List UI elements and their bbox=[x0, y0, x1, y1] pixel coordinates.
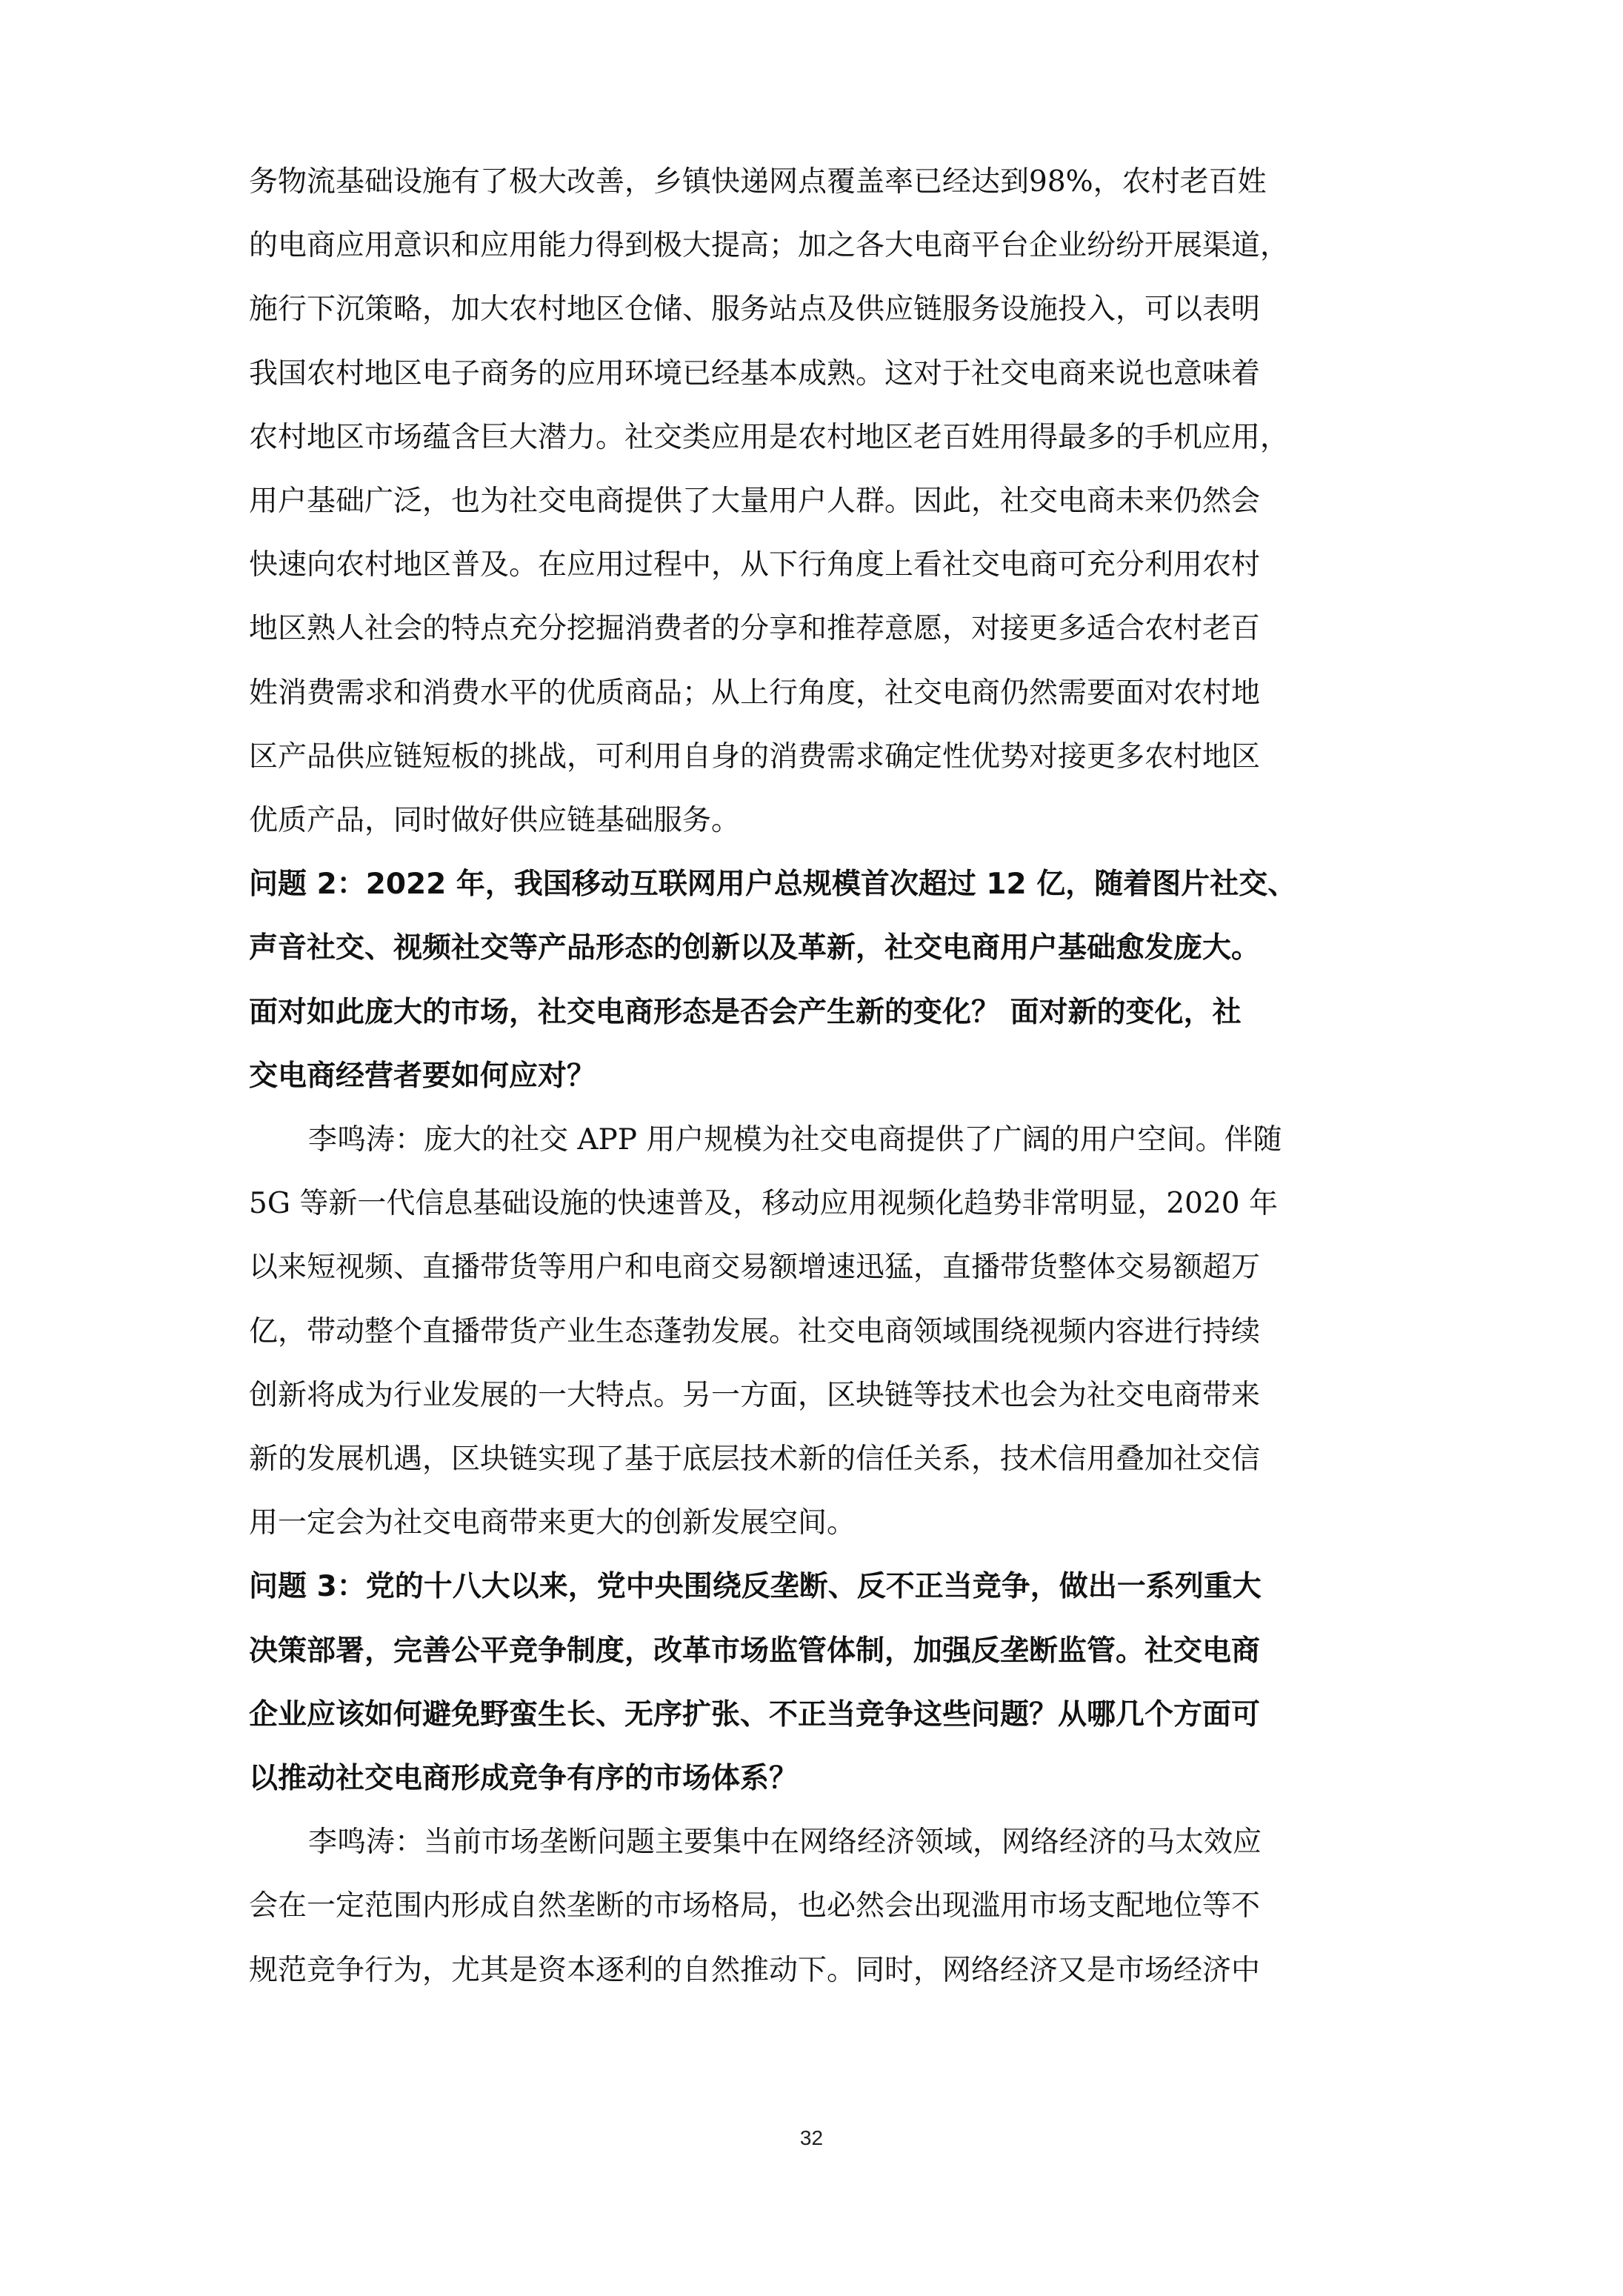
body-text-line: 会在一定范围内形成自然垄断的市场格局，也必然会出现滥用市场支配地位等不 bbox=[249, 1889, 1261, 1923]
body-text-line: 快速向农村地区普及。在应用过程中，从下行角度上看社交电商可充分利用农村 bbox=[249, 548, 1261, 582]
question-line: 声音社交、视频社交等产品形态的创新以及革新，社交电商用户基础愈发庞大。 bbox=[249, 931, 1261, 965]
body-text-line: 务物流基础设施有了极大改善，乡镇快递网点覆盖率已经达到98%，农村老百姓 bbox=[249, 165, 1267, 199]
question-line: 交电商经营者要如何应对？ bbox=[249, 1059, 596, 1093]
body-text-line: 创新将成为行业发展的一大特点。另一方面，区块链等技术也会为社交电商带来 bbox=[249, 1378, 1261, 1412]
body-text-line: 以来短视频、直播带货等用户和电商交易额增速迅猛，直播带货整体交易额超万 bbox=[249, 1251, 1261, 1285]
body-text-line: 李鸣涛：当前市场垄断问题主要集中在网络经济领域，网络经济的马太效应 bbox=[308, 1826, 1262, 1860]
body-text-line: 地区熟人社会的特点充分挖掘消费者的分享和推荐意愿，对接更多适合农村老百 bbox=[249, 612, 1261, 646]
body-text-line: 优质产品，同时做好供应链基础服务。 bbox=[249, 804, 741, 837]
body-text-line: 农村地区市场蕴含巨大潜力。社交类应用是农村地区老百姓用得最多的手机应用， bbox=[249, 420, 1290, 454]
body-text-line: 区产品供应链短板的挑战，可利用自身的消费需求确定性优势对接更多农村地区 bbox=[249, 739, 1261, 773]
question-line: 决策部署，完善公平竞争制度，改革市场监管体制，加强反垄断监管。社交电商 bbox=[249, 1634, 1261, 1668]
question-line: 问题 2：2022 年，我国移动互联网用户总规模首次超过 12 亿，随着图片社交、 bbox=[249, 868, 1297, 902]
body-text-line: 用一定会为社交电商带来更大的创新发展空间。 bbox=[249, 1506, 856, 1540]
body-text-line: 用户基础广泛，也为社交电商提供了大量用户人群。因此，社交电商未来仍然会 bbox=[249, 485, 1261, 518]
body-text-line: 李鸣涛：庞大的社交 APP 用户规模为社交电商提供了广阔的用户空间。伴随 bbox=[308, 1123, 1282, 1157]
body-text-line: 亿，带动整个直播带货产业生态蓬勃发展。社交电商领域围绕视频内容进行持续 bbox=[249, 1314, 1261, 1348]
question-line: 面对如此庞大的市场，社交电商形态是否会产生新的变化？ 面对新的变化，社 bbox=[249, 995, 1242, 1029]
body-text-line: 施行下沉策略，加大农村地区仓储、服务站点及供应链服务设施投入，可以表明 bbox=[249, 293, 1261, 327]
question-line: 以推动社交电商形成竞争有序的市场体系？ bbox=[249, 1762, 799, 1795]
page-number: 32 bbox=[799, 2126, 824, 2149]
body-text-line: 新的发展机遇，区块链实现了基于底层技术新的信任关系，技术信用叠加社交信 bbox=[249, 1443, 1261, 1476]
question-line: 企业应该如何避免野蛮生长、无序扩张、不正当竞争这些问题？从哪几个方面可 bbox=[249, 1697, 1261, 1731]
body-text-line: 5G 等新一代信息基础设施的快速普及，移动应用视频化趋势非常明显，2020 年 bbox=[249, 1187, 1279, 1221]
body-text-line: 规范竞争行为，尤其是资本逐利的自然推动下。同时，网络经济又是市场经济中 bbox=[249, 1953, 1261, 1987]
body-text-line: 我国农村地区电子商务的应用环境已经基本成熟。这对于社交电商来说也意味着 bbox=[249, 356, 1261, 390]
body-text-line: 的电商应用意识和应用能力得到极大提高；加之各大电商平台企业纷纷开展渠道， bbox=[249, 229, 1290, 263]
body-text-line: 姓消费需求和消费水平的优质商品；从上行角度，社交电商仍然需要面对农村地 bbox=[249, 676, 1261, 710]
question-line: 问题 3：党的十八大以来，党中央围绕反垄断、反不正当竞争，做出一系列重大 bbox=[249, 1570, 1262, 1604]
